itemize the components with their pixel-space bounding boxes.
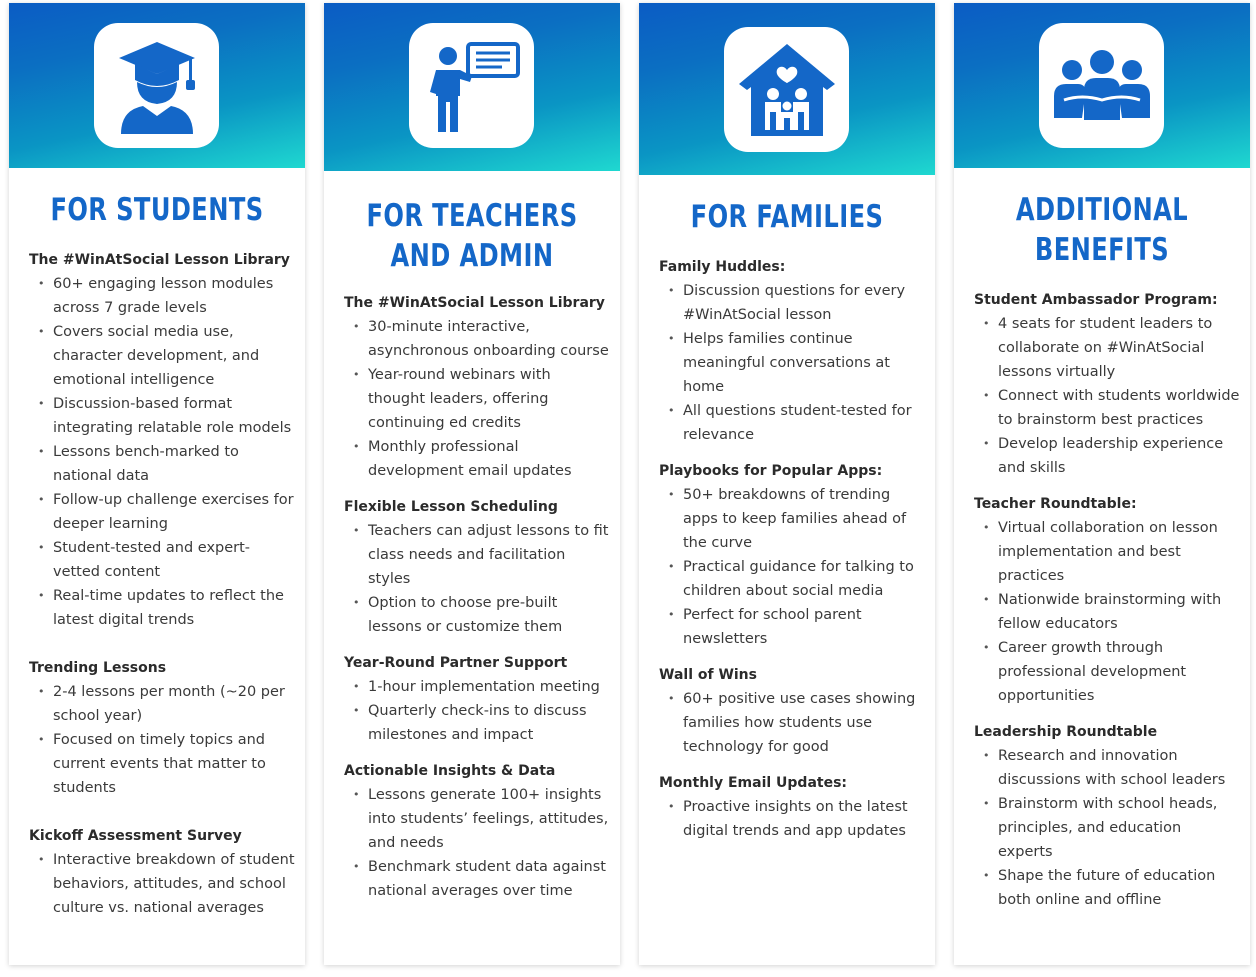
section-heading: Trending Lessons: [29, 660, 167, 676]
list-item: • 60+ positive use cases showing families how students use technology for good: [659, 687, 925, 759]
card-for-teachers: [324, 3, 620, 965]
section-trending-lessons: [29, 656, 295, 800]
list-item: • Discussion questions for every #WinAtSocial lesson: [659, 279, 925, 327]
group-people-icon: [1052, 36, 1152, 136]
list-item: • Virtual collaboration on lesson implementation and best practices: [974, 516, 1240, 588]
list-item: • Follow-up challenge exercises for deeper learning: [29, 488, 295, 536]
section-lesson-library: [344, 291, 610, 483]
list-item: • Covers social media use, character development, and emotional intelligence: [29, 320, 295, 392]
section-partner-support: [344, 651, 610, 747]
list-item: • Nationwide brainstorming with fellow educators: [974, 588, 1240, 636]
card-title: ADDITIONAL BENEFITS: [1015, 192, 1189, 268]
section-lesson-library: [29, 248, 295, 632]
card-body: [344, 291, 610, 903]
card-for-students: [9, 3, 305, 965]
section-student-ambassador: [974, 288, 1240, 480]
section-kickoff-survey: [29, 824, 295, 920]
list-item: • Helps families continue meaningful conversations at home: [659, 327, 925, 399]
card-for-families: [639, 3, 935, 965]
list-item: • Brainstorm with school heads, principles, and education experts: [974, 792, 1240, 864]
section-family-huddles: [659, 255, 925, 447]
card-header: [324, 3, 620, 171]
list-item: • 50+ breakdowns of trending apps to keep families ahead of the curve: [659, 483, 925, 555]
section-heading: Wall of Wins: [659, 667, 757, 683]
bullet-list: [29, 680, 295, 800]
list-item: • Lessons bench-marked to national data: [29, 440, 295, 488]
bullet-list: [974, 312, 1240, 480]
teacher-presenting-icon: [422, 36, 522, 136]
card-body: [659, 255, 925, 843]
bullet-list: [974, 516, 1240, 708]
bullet-list: [344, 519, 610, 639]
card-header: [9, 3, 305, 168]
bullet-list: [29, 848, 295, 920]
list-item: • Student-tested and expert-vetted content: [29, 536, 295, 584]
card-header: [639, 3, 935, 175]
list-item: • Connect with students worldwide to brainstorm best practices: [974, 384, 1240, 432]
icon-tile: [409, 23, 534, 148]
section-heading: Playbooks for Popular Apps:: [659, 463, 883, 479]
section-heading: Family Huddles:: [659, 259, 786, 275]
bullet-list: [974, 744, 1240, 912]
section-heading: Teacher Roundtable:: [974, 496, 1137, 512]
list-item: • Research and innovation discussions with school leaders: [974, 744, 1240, 792]
list-item: • 30-minute interactive, asynchronous onboarding course: [344, 315, 610, 363]
list-item: • Option to choose pre-built lessons or customize them: [344, 591, 610, 639]
section-heading: Flexible Lesson Scheduling: [344, 499, 558, 515]
list-item: • Perfect for school parent newsletters: [659, 603, 925, 651]
card-title: FOR TEACHERS AND ADMIN: [366, 198, 578, 274]
bullet-list: [659, 483, 925, 651]
list-item: • 1-hour implementation meeting: [344, 675, 610, 699]
list-item: • Lessons generate 100+ insights into students’ feelings, attitudes, and needs: [344, 783, 610, 855]
list-item: • Discussion-based format integrating relatable role models: [29, 392, 295, 440]
bullet-list: [29, 272, 295, 632]
section-monthly-email: [659, 771, 925, 843]
list-item: • Practical guidance for talking to children about social media: [659, 555, 925, 603]
card-additional-benefits: [954, 3, 1250, 965]
card-body: [974, 288, 1240, 912]
bullet-list: [659, 279, 925, 447]
bullet-list: [659, 795, 925, 843]
section-leadership-roundtable: [974, 720, 1240, 912]
icon-tile: [94, 23, 219, 148]
section-heading: Kickoff Assessment Survey: [29, 828, 242, 844]
icon-tile: [724, 27, 849, 152]
list-item: • Focused on timely topics and current events that matter to students: [29, 728, 295, 800]
card-body: [29, 248, 295, 920]
section-app-playbooks: [659, 459, 925, 651]
list-item: • Monthly professional development email updates: [344, 435, 610, 483]
graduate-icon: [107, 36, 207, 136]
bullet-list: [659, 687, 925, 759]
list-item: • Benchmark student data against national averages over time: [344, 855, 610, 903]
section-heading: Actionable Insights & Data: [344, 763, 556, 779]
section-heading: Year-Round Partner Support: [344, 655, 568, 671]
card-title: FOR STUDENTS: [50, 192, 264, 228]
list-item: • Shape the future of education both online and offline: [974, 864, 1240, 912]
list-item: • Career growth through professional development opportunities: [974, 636, 1240, 708]
bullet-list: [344, 315, 610, 483]
list-item: • Real-time updates to reflect the latest digital trends: [29, 584, 295, 632]
list-item: • Develop leadership experience and skills: [974, 432, 1240, 480]
list-item: • Year-round webinars with thought leaders, offering continuing ed credits: [344, 363, 610, 435]
section-insights-data: [344, 759, 610, 903]
section-heading: Leadership Roundtable: [974, 724, 1158, 740]
list-item: • 4 seats for student leaders to collaborate on #WinAtSocial lessons virtually: [974, 312, 1240, 384]
icon-tile: [1039, 23, 1164, 148]
list-item: • Interactive breakdown of student behaviors, attitudes, and school culture vs. national averages: [29, 848, 295, 920]
section-heading: The #WinAtSocial Lesson Library: [344, 295, 605, 311]
section-wall-of-wins: [659, 663, 925, 759]
list-item: • 60+ engaging lesson modules across 7 grade levels: [29, 272, 295, 320]
family-home-icon: [737, 40, 837, 140]
list-item: • Proactive insights on the latest digital trends and app updates: [659, 795, 925, 843]
bullet-list: [344, 783, 610, 903]
list-item: • Teachers can adjust lessons to fit class needs and facilitation styles: [344, 519, 610, 591]
list-item: • Quarterly check-ins to discuss milestones and impact: [344, 699, 610, 747]
bullet-list: [344, 675, 610, 747]
card-header: [954, 3, 1250, 168]
section-heading: The #WinAtSocial Lesson Library: [29, 252, 290, 268]
section-flexible-scheduling: [344, 495, 610, 639]
list-item: • All questions student-tested for relevance: [659, 399, 925, 447]
section-heading: Student Ambassador Program:: [974, 292, 1218, 308]
section-heading: Monthly Email Updates:: [659, 775, 848, 791]
list-item: • 2-4 lessons per month (~20 per school year): [29, 680, 295, 728]
section-teacher-roundtable: [974, 492, 1240, 708]
card-title: FOR FAMILIES: [690, 199, 884, 235]
